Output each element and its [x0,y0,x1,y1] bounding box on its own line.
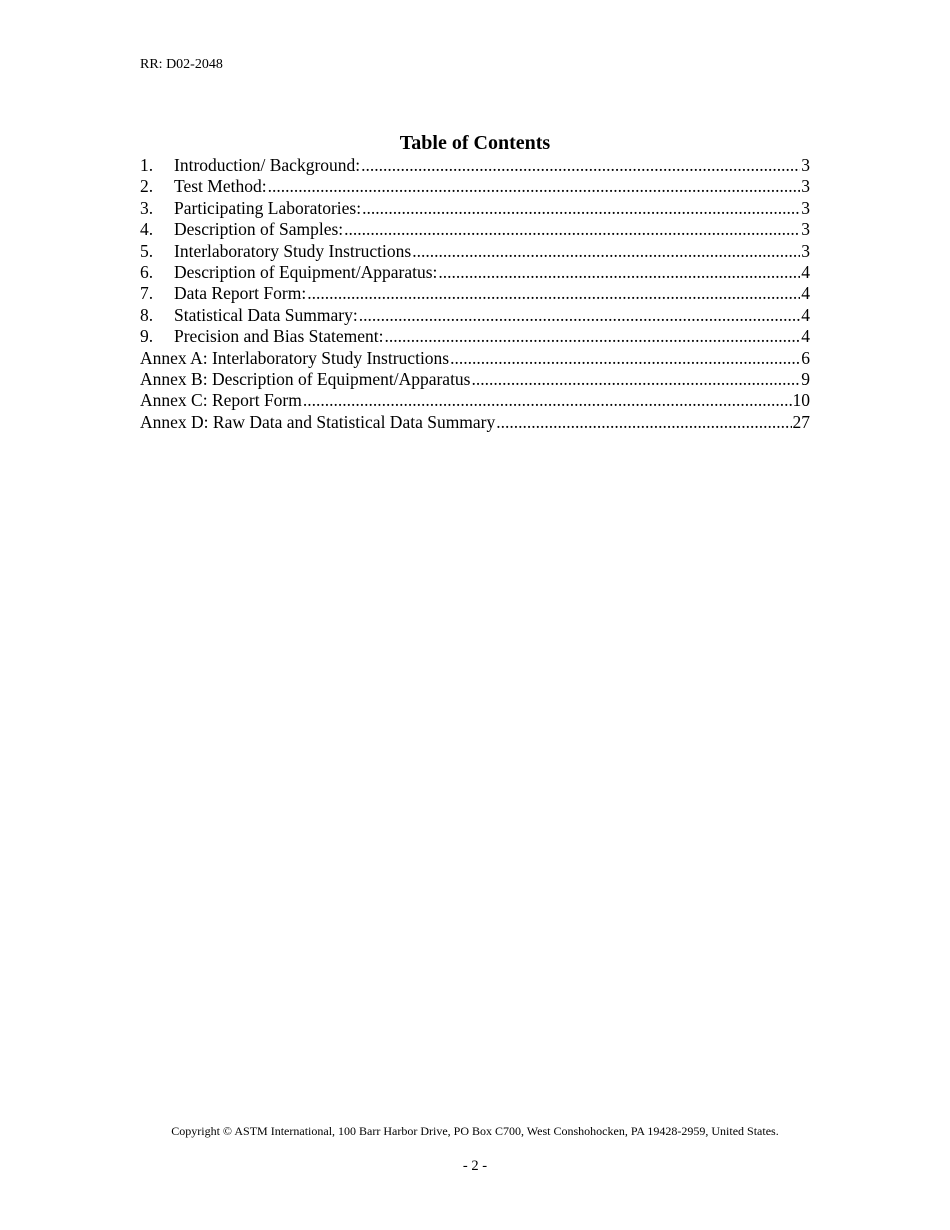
toc-entry-number: 1. [140,155,154,175]
dot-leader [472,369,801,390]
toc-annex-label: Annex A: Interlaboratory Study Instructions [140,347,450,368]
dot-leader [359,305,801,326]
toc-entry-page: 4 [801,304,810,325]
toc-entry-page: 4 [801,326,810,347]
toc-entry-statistical-data-summary[interactable] [140,305,810,326]
toc-entry-participating-laboratories[interactable] [140,198,810,219]
toc-entry-number: 2. [140,176,154,197]
toc-entry-label: Description of Samples: [174,219,344,240]
copyright-notice: Copyright © ASTM International, 100 Barr Harbor Drive, PO Box C700, West Conshohocken, PA 19428-2959, United States. [171,1124,779,1138]
toc-entry-test-method[interactable] [140,176,810,197]
dot-leader [361,155,800,176]
toc-entry-page: 3 [801,219,810,240]
toc-entry-page: 4 [801,261,810,282]
table-of-contents [140,155,810,433]
toc-entry-number: 7. [140,283,154,304]
toc-annex-a[interactable] [140,348,810,369]
toc-entry-description-of-equipment[interactable] [140,262,810,283]
toc-entry-page: 4 [801,283,810,304]
toc-entry-label: Participating Laboratories: [174,197,362,218]
dot-leader [438,262,800,283]
toc-entry-page: 3 [801,197,810,218]
toc-annex-label: Annex D: Raw Data and Statistical Data Summary [140,411,496,432]
dot-leader [344,219,800,240]
toc-entry-introduction[interactable] [140,155,810,176]
toc-entry-number: 9. [140,326,154,347]
toc-entry-label: Introduction/ Background: [174,155,361,175]
page-number: - 2 - [462,1158,488,1174]
toc-annex-page: 10 [792,390,810,411]
toc-entry-label: Test Method: [174,176,267,197]
toc-entry-data-report-form[interactable] [140,283,810,304]
toc-entry-number: 3. [140,197,154,218]
toc-entry-label: Data Report Form: [174,283,307,304]
toc-entry-page: 3 [801,240,810,261]
toc-entry-number: 5. [140,240,154,261]
toc-entry-label: Precision and Bias Statement: [174,326,384,347]
toc-entry-interlaboratory-study-instructions[interactable] [140,241,810,262]
toc-entry-label: Description of Equipment/Apparatus: [174,261,438,282]
toc-title: Table of Contents [399,132,551,154]
toc-entry-label: Interlaboratory Study Instructions [174,240,412,261]
toc-entry-number: 4. [140,219,154,240]
toc-annex-d[interactable] [140,412,810,433]
toc-entry-page: 3 [801,155,810,175]
toc-entry-description-of-samples[interactable] [140,219,810,240]
toc-annex-page: 9 [801,368,810,389]
dot-leader [450,348,800,369]
toc-annex-c[interactable] [140,390,810,411]
dot-leader [412,241,800,262]
toc-entry-number: 8. [140,304,154,325]
toc-annex-b[interactable] [140,369,810,390]
toc-entry-label: Statistical Data Summary: [174,304,358,325]
toc-annex-label: Annex C: Report Form [140,390,302,411]
dot-leader [384,326,800,347]
toc-entry-number: 6. [140,261,154,282]
toc-annex-label: Annex B: Description of Equipment/Apparatus [140,368,471,389]
dot-leader [303,390,792,411]
dot-leader [268,176,801,197]
dot-leader [307,283,800,304]
toc-annex-page: 6 [801,347,810,368]
dot-leader [362,198,800,219]
toc-entry-precision-and-bias[interactable] [140,326,810,347]
toc-entry-page: 3 [801,176,810,197]
document-reference: RR: D02-2048 [140,57,223,72]
toc-annex-page: 27 [792,411,810,432]
dot-leader [496,412,791,433]
